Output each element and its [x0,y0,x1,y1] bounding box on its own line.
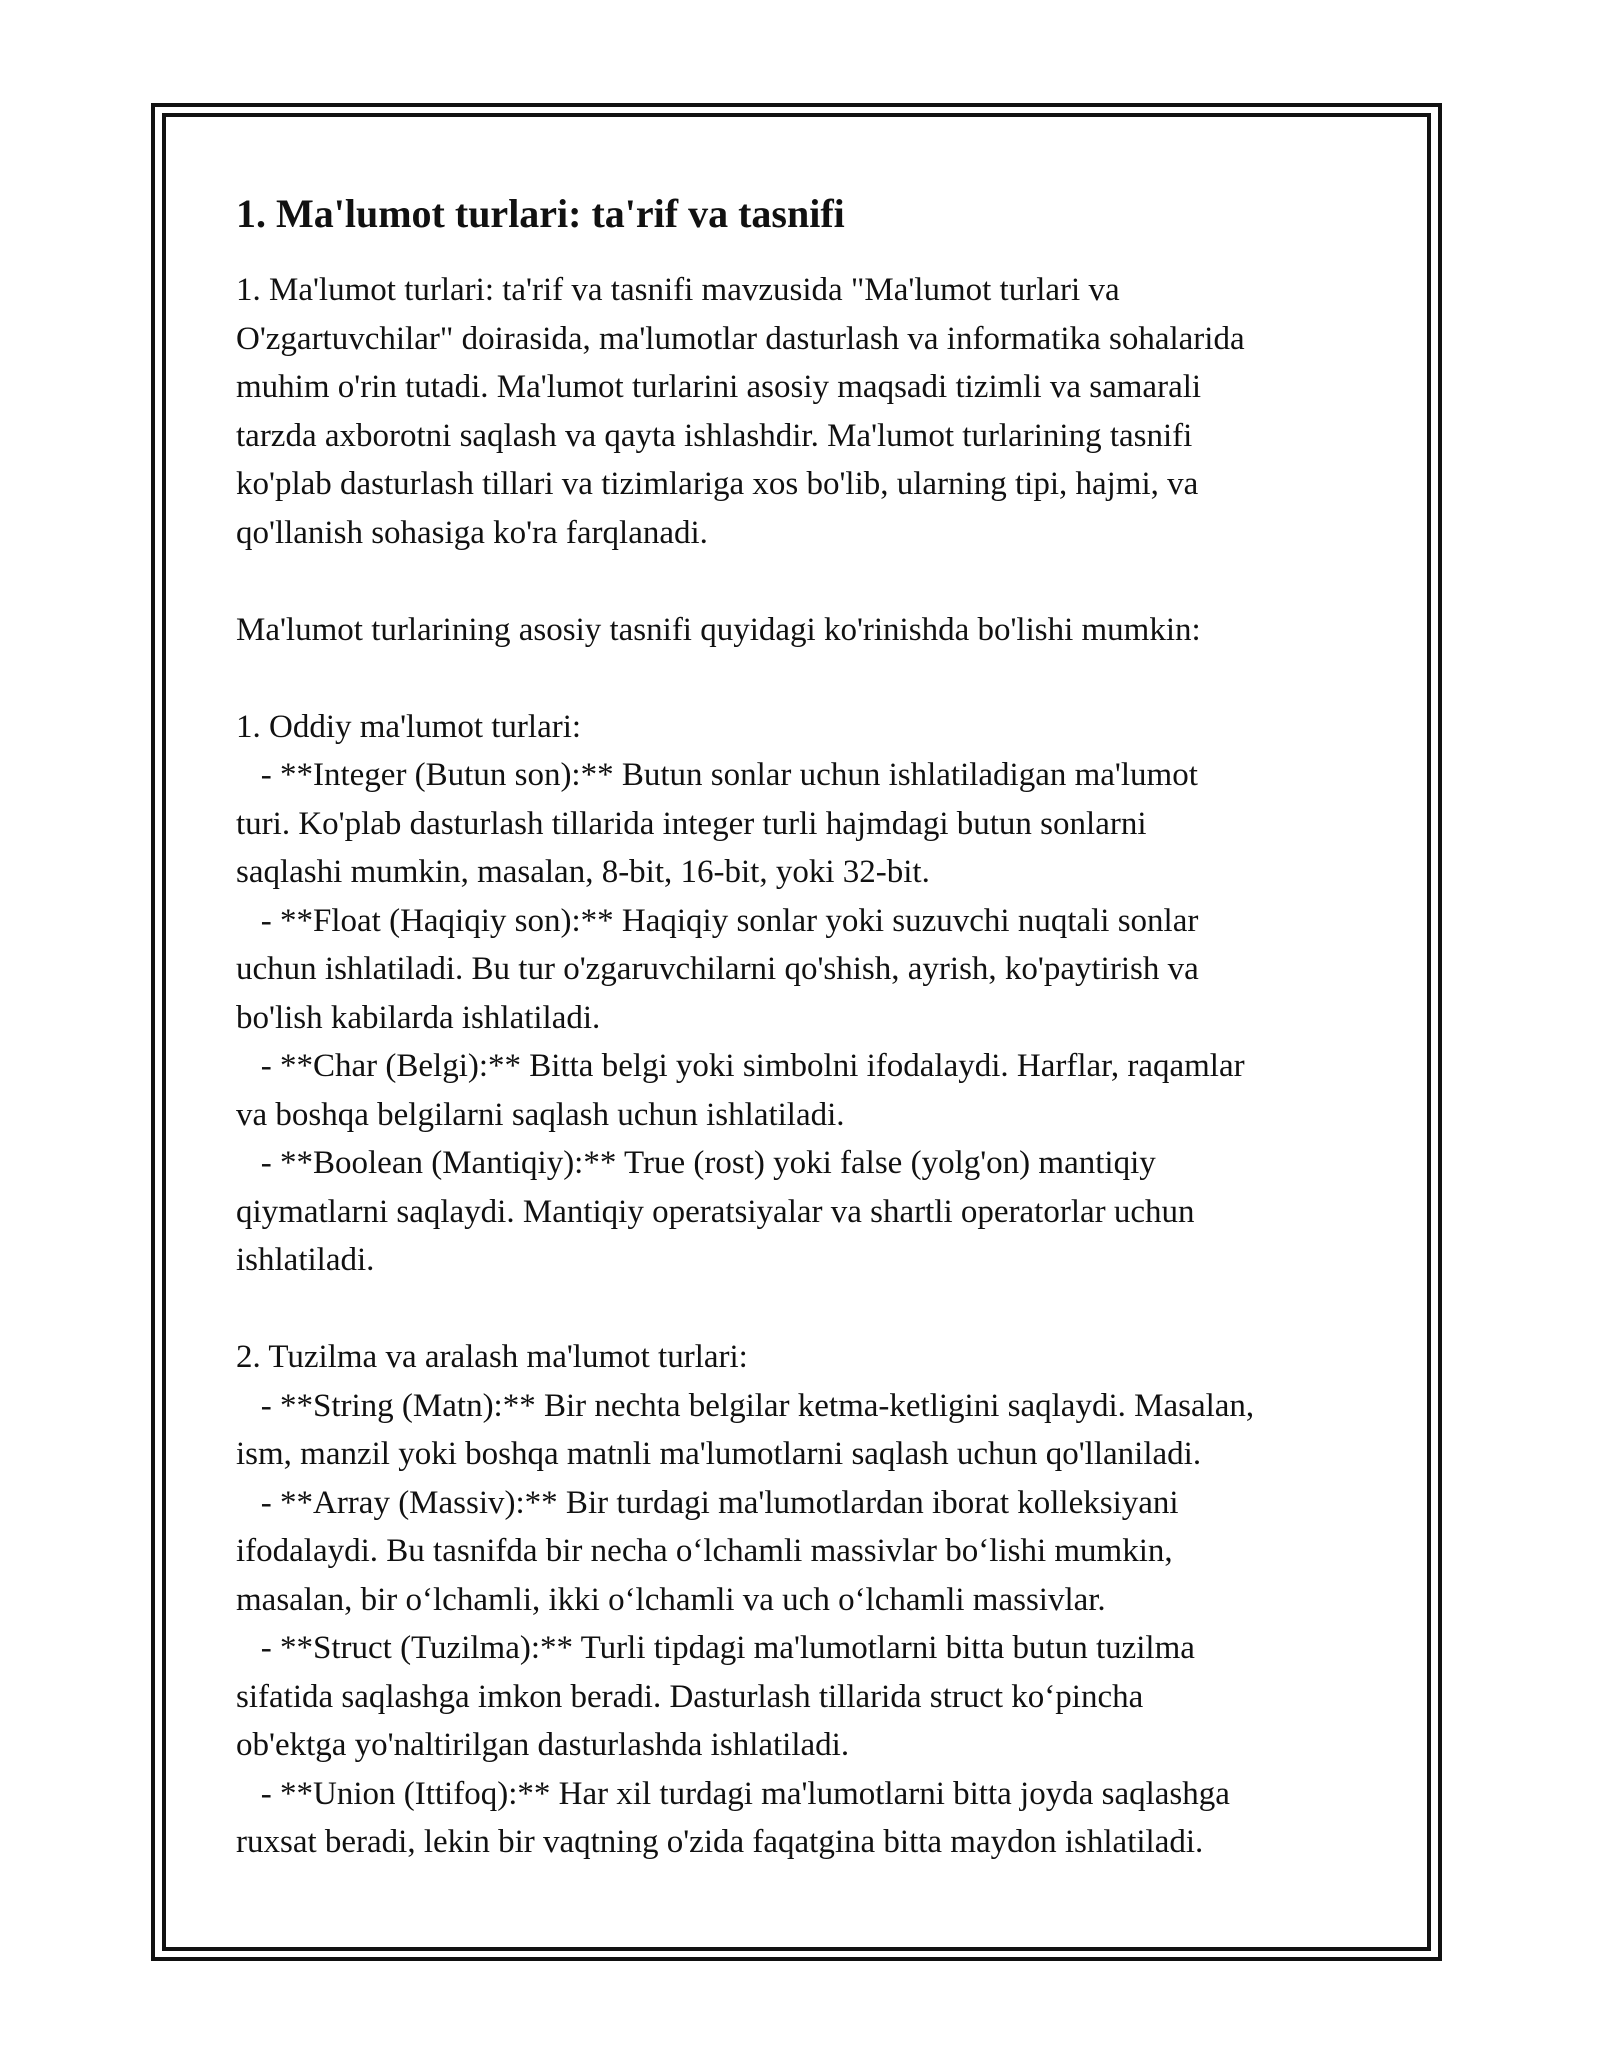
list-item-line: - **Boolean (Mantiqiy):** True (rost) yoki false (yolg'on) mantiqiy [236,1145,1156,1181]
section-structured-types [236,1333,1376,1867]
paragraph-gap [236,557,1376,606]
list-item-line: - **Array (Massiv):** Bir turdagi ma'lumotlardan iborat kolleksiyani [236,1484,1179,1521]
list-item-line: - **Integer (Butun son):** Butun sonlar uchun ishlatiladigan ma'lumot [236,757,1198,793]
list-item-line: saqlashi mumkin, masalan, 8-bit, 16-bit, yoki 32-bit. [236,854,930,890]
list-item-line: turi. Ko'plab dasturlash tillarida integer turli hajmdagi butun sonlarni [236,805,1147,842]
intro-line: qo'llanish sohasiga ko'ra farqlanadi. [236,514,708,551]
document-title: 1. Ma'lumot turlari: ta'rif va tasnifi [236,191,845,236]
list-item-line: uchun ishlatiladi. Bu tur o'zgaruvchilarni qo'shish, ayrish, ko'paytirish va [236,951,1199,987]
section-simple-types [236,703,1376,1334]
intro-line: 1. Ma'lumot turlari: ta'rif va tasnifi mavzusida "Ma'lumot turlari va [236,272,1120,308]
intro-line: tarzda axborotni saqlash va qayta ishlashdir. Ma'lumot turlarining tasnifi [236,417,1193,454]
classification-intro-line: Ma'lumot turlarining asosiy tasnifi quyidagi ko'rinishda bo'lishi mumkin: [236,611,1201,648]
list-item-line: bo'lish kabilarda ishlatiladi. [236,999,601,1036]
classification-intro-paragraph [236,606,1376,703]
list-item-line: sifatida saqlashga imkon beradi. Dasturlash tillarida struct ko‘pincha [236,1678,1144,1715]
intro-line: ko'plab dasturlash tillari va tizimlariga xos bo'lib, ularning tipi, hajmi, va [236,466,1199,502]
intro-line: O'zgartuvchilar" doirasida, ma'lumotlar dasturlash va informatika sohalarida [236,320,1245,357]
list-item-line: va boshqa belgilarni saqlash uchun ishlatiladi. [236,1096,845,1133]
list-item-line: ifodalaydi. Bu tasnifda bir necha o‘lchamli massivlar bo‘lishi mumkin, [236,1533,1173,1569]
document-body [236,186,1376,1867]
list-item-line: masalan, bir o‘lchamli, ikki o‘lchamli va uch o‘lchamli massivlar. [236,1581,1106,1618]
section-heading-line: 2. Tuzilma va aralash ma'lumot turlari: [236,1339,748,1375]
list-item-line: ism, manzil yoki boshqa matnli ma'lumotlarni saqlash uchun qo'llaniladi. [236,1436,1202,1472]
intro-line: muhim o'rin tutadi. Ma'lumot turlarini asosiy maqsadi tizimli va samarali [236,369,1202,405]
list-item-line: - **Union (Ittifoq):** Har xil turdagi ma'lumotlarni bitta joyda saqlashga [236,1775,1230,1812]
paragraph-gap [236,654,1376,703]
list-item-line: ishlatiladi. [236,1242,375,1278]
list-item-line: - **Char (Belgi):** Bitta belgi yoki simbolni ifodalaydi. Harflar, raqamlar [236,1048,1245,1084]
paragraph-gap [236,1285,1376,1334]
intro-paragraph [236,266,1376,606]
list-item-line: - **Float (Haqiqiy son):** Haqiqiy sonlar yoki suzuvchi nuqtali sonlar [236,902,1199,939]
section-heading-line: 1. Oddiy ma'lumot turlari: [236,708,582,745]
list-item-line: - **String (Matn):** Bir nechta belgilar ketma-ketligini saqlaydi. Masalan, [236,1387,1255,1424]
list-item-line: ob'ektga yo'naltirilgan dasturlashda ishlatiladi. [236,1727,850,1763]
list-item-line: - **Struct (Tuzilma):** Turli tipdagi ma'lumotlarni bitta butun tuzilma [236,1630,1195,1666]
list-item-line: qiymatlarni saqlaydi. Mantiqiy operatsiyalar va shartli operatorlar uchun [236,1193,1195,1230]
list-item-line: ruxsat beradi, lekin bir vaqtning o'zida faqatgina bitta maydon ishlatiladi. [236,1824,1204,1860]
